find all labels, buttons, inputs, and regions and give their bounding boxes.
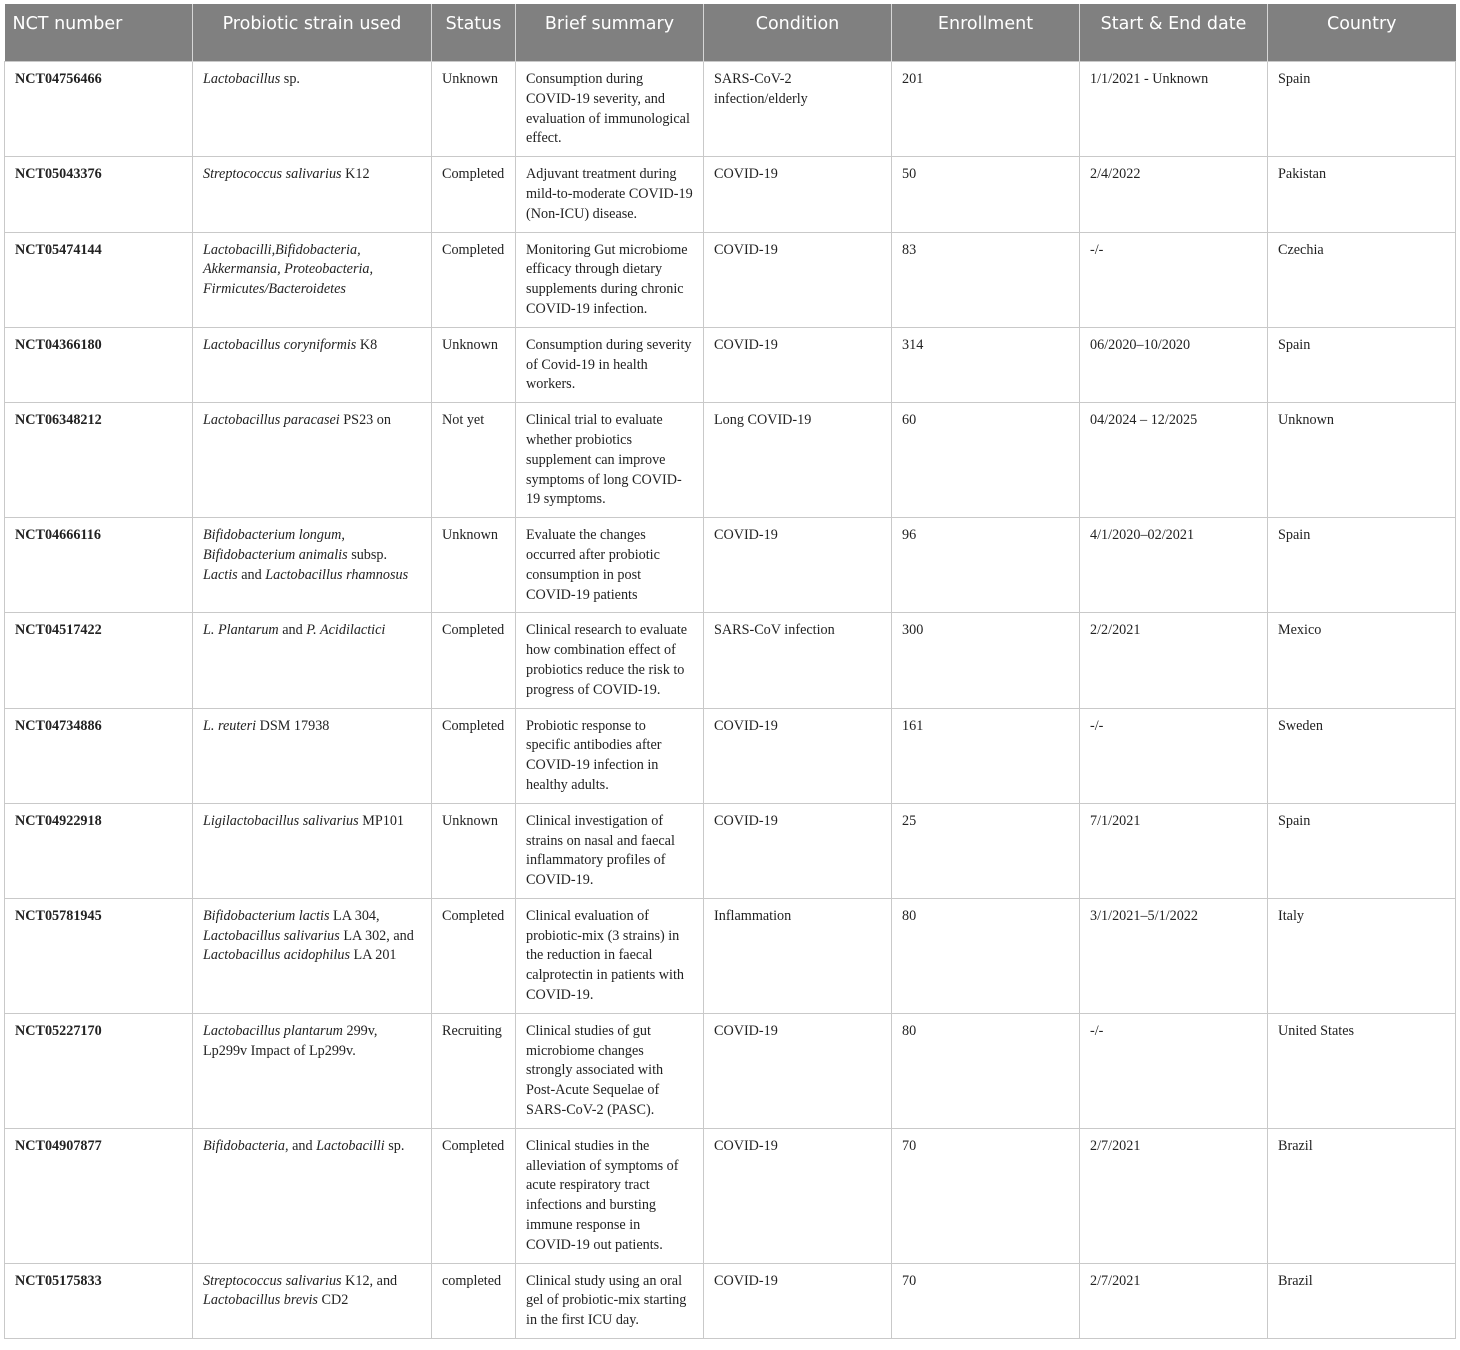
probiotic-strain-cell <box>193 157 432 232</box>
nct-number-cell: NCT05043376 <box>5 157 193 232</box>
brief-summary-cell: Clinical trial to evaluate whether probiotics supplement can improve symptoms of long COVID-19 symptoms. <box>516 403 704 518</box>
table-row <box>5 327 1456 402</box>
status-cell: Unknown <box>432 803 516 898</box>
country-cell: Sweden <box>1268 708 1456 803</box>
strain-text: LA 201 <box>350 947 397 964</box>
probiotic-strain-cell <box>193 232 432 327</box>
strain-name-italic: P. Acidilactici <box>306 622 386 639</box>
table-row <box>5 157 1456 232</box>
country-cell: Italy <box>1268 898 1456 1013</box>
probiotic-strain-cell <box>193 327 432 402</box>
brief-summary-cell: Evaluate the changes occurred after probiotic consumption in post COVID-19 patients <box>516 518 704 613</box>
header-condition: Condition <box>704 4 892 62</box>
brief-summary-cell: Consumption during severity of Covid-19 in health workers. <box>516 327 704 402</box>
country-cell: Brazil <box>1268 1263 1456 1338</box>
condition-cell: COVID-19 <box>704 1263 892 1338</box>
table-row <box>5 1263 1456 1338</box>
condition-cell: COVID-19 <box>704 518 892 613</box>
condition-cell: COVID-19 <box>704 708 892 803</box>
condition-cell: SARS-CoV-2 infection/elderly <box>704 62 892 157</box>
table-row <box>5 613 1456 708</box>
country-cell: Brazil <box>1268 1128 1456 1263</box>
probiotic-strain-cell <box>193 518 432 613</box>
enrollment-cell: 201 <box>892 62 1080 157</box>
status-cell: Unknown <box>432 518 516 613</box>
enrollment-cell: 60 <box>892 403 1080 518</box>
strain-text: and <box>237 566 266 583</box>
nct-number-cell: NCT04517422 <box>5 613 193 708</box>
nct-number-cell: NCT05474144 <box>5 232 193 327</box>
condition-cell: Inflammation <box>704 898 892 1013</box>
enrollment-cell: 80 <box>892 1013 1080 1128</box>
table-row <box>5 62 1456 157</box>
table-row <box>5 708 1456 803</box>
enrollment-cell: 80 <box>892 898 1080 1013</box>
status-cell: Completed <box>432 613 516 708</box>
country-cell: Unknown <box>1268 403 1456 518</box>
brief-summary-cell: Consumption during COVID-19 severity, and evaluation of immunological effect. <box>516 62 704 157</box>
strain-text: MP101 <box>358 812 405 829</box>
condition-cell: COVID-19 <box>704 157 892 232</box>
strain-name-italic: Streptococcus salivarius <box>203 166 342 183</box>
strain-name-italic: Lactobacillus brevis <box>203 1292 318 1309</box>
strain-text: CD2 <box>317 1292 349 1309</box>
header-start-end-date: Start & End date <box>1080 4 1268 62</box>
start-end-date-cell: -/- <box>1080 232 1268 327</box>
status-cell: Unknown <box>432 327 516 402</box>
strain-name-italic: Bifidobacterium lactis <box>203 907 330 924</box>
nct-number-cell: NCT04666116 <box>5 518 193 613</box>
status-cell: Completed <box>432 1128 516 1263</box>
strain-name-italic: Lactobacillus paracasei <box>203 412 340 429</box>
strain-name-italic: L. Plantarum <box>203 622 279 639</box>
table-row <box>5 403 1456 518</box>
start-end-date-cell: 4/1/2020–02/2021 <box>1080 518 1268 613</box>
start-end-date-cell: -/- <box>1080 708 1268 803</box>
status-cell: completed <box>432 1263 516 1338</box>
condition-cell: COVID-19 <box>704 803 892 898</box>
nct-number-cell: NCT06348212 <box>5 403 193 518</box>
brief-summary-cell: Clinical investigation of strains on nasal and faecal inflammatory profiles of COVID-19. <box>516 803 704 898</box>
strain-name-italic: Streptococcus salivarius <box>203 1272 342 1289</box>
country-cell: Spain <box>1268 803 1456 898</box>
brief-summary-cell: Clinical study using an oral gel of probiotic-mix starting in the first ICU day. <box>516 1263 704 1338</box>
country-cell: Spain <box>1268 518 1456 613</box>
table-row <box>5 1128 1456 1263</box>
strain-text: K12, and <box>341 1272 398 1289</box>
probiotic-strain-cell <box>193 1263 432 1338</box>
nct-number-cell: NCT05227170 <box>5 1013 193 1128</box>
strain-text: K12 <box>341 166 370 183</box>
header-brief-summary: Brief summary <box>516 4 704 62</box>
start-end-date-cell: 7/1/2021 <box>1080 803 1268 898</box>
start-end-date-cell: 06/2020–10/2020 <box>1080 327 1268 402</box>
probiotic-strain-cell <box>193 62 432 157</box>
start-end-date-cell: 2/7/2021 <box>1080 1263 1268 1338</box>
condition-cell: COVID-19 <box>704 1013 892 1128</box>
strain-name-italic: Lactobacillus acidophilus <box>203 947 350 964</box>
brief-summary-cell: Monitoring Gut microbiome efficacy through dietary supplements during chronic COVID-19 infection. <box>516 232 704 327</box>
country-cell: United States <box>1268 1013 1456 1128</box>
status-cell: Not yet <box>432 403 516 518</box>
country-cell: Czechia <box>1268 232 1456 327</box>
brief-summary-cell: Clinical studies in the alleviation of symptoms of acute respiratory tract infections and bursting immune response in COVID-19 out patients. <box>516 1128 704 1263</box>
brief-summary-cell: Probiotic response to specific antibodies after COVID-19 infection in healthy adults. <box>516 708 704 803</box>
header-row <box>5 4 1456 62</box>
strain-name-italic: L. reuteri <box>203 717 257 734</box>
strain-name-italic: Lactobacillus <box>203 71 281 87</box>
probiotic-strain-cell <box>193 1013 432 1128</box>
enrollment-cell: 314 <box>892 327 1080 402</box>
enrollment-cell: 70 <box>892 1263 1080 1338</box>
start-end-date-cell: 2/4/2022 <box>1080 157 1268 232</box>
brief-summary-cell: Clinical studies of gut microbiome changes strongly associated with Post-Acute Sequelae of SARS-CoV-2 (PASC). <box>516 1013 704 1128</box>
probiotic-strain-cell <box>193 613 432 708</box>
start-end-date-cell: 04/2024 – 12/2025 <box>1080 403 1268 518</box>
header-status: Status <box>432 4 516 62</box>
strain-name-italic: Lactis <box>203 566 238 583</box>
clinical-trials-table <box>4 4 1456 1339</box>
country-cell: Mexico <box>1268 613 1456 708</box>
start-end-date-cell: -/- <box>1080 1013 1268 1128</box>
condition-cell: COVID-19 <box>704 327 892 402</box>
nct-number-cell: NCT05175833 <box>5 1263 193 1338</box>
strain-text: LA 302, and <box>339 927 414 944</box>
country-cell: Spain <box>1268 62 1456 157</box>
strain-text: and <box>278 622 307 639</box>
nct-number-cell: NCT04756466 <box>5 62 193 157</box>
country-cell: Pakistan <box>1268 157 1456 232</box>
strain-name-italic: Bifidobacterium longum, Bifidobacterium animalis <box>203 527 348 563</box>
strain-text: K8 <box>356 336 378 353</box>
table-row <box>5 1013 1456 1128</box>
probiotic-strain-cell <box>193 403 432 518</box>
condition-cell: SARS-CoV infection <box>704 613 892 708</box>
strain-name-italic: Lactobacillus plantarum <box>203 1022 343 1039</box>
table-header <box>5 4 1456 62</box>
enrollment-cell: 70 <box>892 1128 1080 1263</box>
strain-text: 299v, Lp299v Impact of Lp299v. <box>203 1022 378 1059</box>
header-country: Country <box>1268 4 1456 62</box>
probiotic-strain-cell <box>193 1128 432 1263</box>
enrollment-cell: 300 <box>892 613 1080 708</box>
status-cell: Completed <box>432 232 516 327</box>
nct-number-cell: NCT05781945 <box>5 898 193 1013</box>
condition-cell: COVID-19 <box>704 1128 892 1263</box>
table-row <box>5 232 1456 327</box>
start-end-date-cell: 2/2/2021 <box>1080 613 1268 708</box>
nct-number-cell: NCT04907877 <box>5 1128 193 1263</box>
start-end-date-cell: 1/1/2021 - Unknown <box>1080 62 1268 157</box>
nct-number-cell: NCT04366180 <box>5 327 193 402</box>
status-cell: Recruiting <box>432 1013 516 1128</box>
strain-text: sp. <box>280 71 300 87</box>
brief-summary-cell: Clinical evaluation of probiotic-mix (3 strains) in the reduction in faecal calprotectin in patients with COVID-19. <box>516 898 704 1013</box>
condition-cell: COVID-19 <box>704 232 892 327</box>
nct-number-cell: NCT04734886 <box>5 708 193 803</box>
start-end-date-cell: 3/1/2021–5/1/2022 <box>1080 898 1268 1013</box>
enrollment-cell: 96 <box>892 518 1080 613</box>
strain-name-italic: Lactobacillus coryniformis <box>203 336 357 353</box>
table-row <box>5 803 1456 898</box>
header-enrollment: Enrollment <box>892 4 1080 62</box>
strain-text: DSM 17938 <box>256 717 330 734</box>
table-row <box>5 898 1456 1013</box>
brief-summary-cell: Adjuvant treatment during mild-to-moderate COVID-19 (Non-ICU) disease. <box>516 157 704 232</box>
strain-text: , and <box>284 1137 317 1154</box>
strain-name-italic: Lactobacillus salivarius <box>203 927 340 944</box>
strain-name-italic: Bifidobacteria <box>203 1137 285 1154</box>
brief-summary-cell: Clinical research to evaluate how combination effect of probiotics reduce the risk to progress of COVID-19. <box>516 613 704 708</box>
probiotic-strain-cell <box>193 898 432 1013</box>
status-cell: Completed <box>432 898 516 1013</box>
strain-name-italic: Lactobacilli <box>316 1137 385 1154</box>
strain-text: LA 304, <box>329 907 380 924</box>
start-end-date-cell: 2/7/2021 <box>1080 1128 1268 1263</box>
strain-name-italic: Lactobacillus rhamnosus <box>265 566 409 583</box>
condition-cell: Long COVID-19 <box>704 403 892 518</box>
enrollment-cell: 25 <box>892 803 1080 898</box>
country-cell: Spain <box>1268 327 1456 402</box>
nct-number-cell: NCT04922918 <box>5 803 193 898</box>
header-nct-number: NCT number <box>5 4 193 62</box>
status-cell: Unknown <box>432 62 516 157</box>
header-probiotic-strain: Probiotic strain used <box>193 4 432 62</box>
strain-text: sp. <box>384 1137 405 1154</box>
strain-text: subsp. <box>347 546 388 563</box>
enrollment-cell: 50 <box>892 157 1080 232</box>
strain-name-italic: Lactobacilli,Bifidobacteria, Akkermansia, Proteobacteria, Firmicutes/Bacteroidetes <box>203 241 374 298</box>
enrollment-cell: 161 <box>892 708 1080 803</box>
strain-text: PS23 on <box>339 412 391 429</box>
probiotic-strain-cell <box>193 708 432 803</box>
strain-name-italic: Ligilactobacillus salivarius <box>203 812 359 829</box>
status-cell: Completed <box>432 708 516 803</box>
status-cell: Completed <box>432 157 516 232</box>
table-body <box>5 62 1456 1339</box>
table-row <box>5 518 1456 613</box>
probiotic-strain-cell <box>193 803 432 898</box>
enrollment-cell: 83 <box>892 232 1080 327</box>
